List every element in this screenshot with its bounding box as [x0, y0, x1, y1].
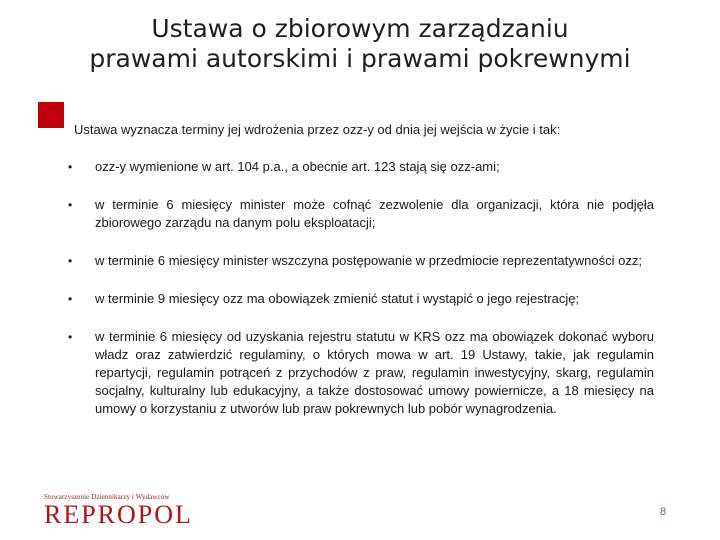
- repropol-logo: REPROPOL: [44, 500, 193, 529]
- logo-tagline: Stowarzyszenie Dziennikarzy i Wydawców: [44, 493, 170, 501]
- slide-title-line-1: Ustawa o zbiorowym zarządzaniu: [151, 14, 569, 43]
- accent-square: [38, 102, 64, 128]
- bullet-item-2: • w terminie 6 miesięcy minister może cofnąć zezwolenie dla organizacji, która nie podjęła zbiorowego zarządu na danym polu eksploatacji;: [68, 196, 654, 232]
- bullet-item-4: • w terminie 9 miesięcy ozz ma obowiązek zmienić statut i wystąpić o jego rejestrację;: [68, 290, 654, 308]
- bullet-item-3: • w terminie 6 miesięcy minister wszczyna postępowanie w przedmiocie reprezentatywności ozz;: [68, 252, 654, 270]
- slide-title: [20, 14, 700, 74]
- bullet-item-5: • w terminie 6 miesięcy od uzyskania rejestru statutu w KRS ozz ma obowiązek dokonać wyboru władz oraz zatwierdzić regulaminy, o których mowa w art. 19 Ustawy, takie, jak regulamin repartycji, regulamin potrąceń z przychodów z praw, regulamin inwestycyjny, skarg, regulamin socjalny, kulturalny lub edukacyjny, a także dostosować umowy powiernicze, a 18 miesięcy na umowy o korzystaniu z utworów lub praw pokrewnych lub pobór wynagrodzenia.: [68, 328, 654, 418]
- bullet-item-1: • ozz-y wymienione w art. 104 p.a., a obecnie art. 123 stają się ozz-ami;: [68, 158, 654, 176]
- bullet-list: [68, 150, 654, 418]
- page-number: 8: [660, 506, 667, 518]
- slide-title-line-2: prawami autorskimi i prawami pokrewnymi: [89, 44, 631, 73]
- intro-text: Ustawa wyznacza terminy jej wdrożenia przez ozz-y od dnia jej wejścia w życie i tak:: [74, 122, 561, 137]
